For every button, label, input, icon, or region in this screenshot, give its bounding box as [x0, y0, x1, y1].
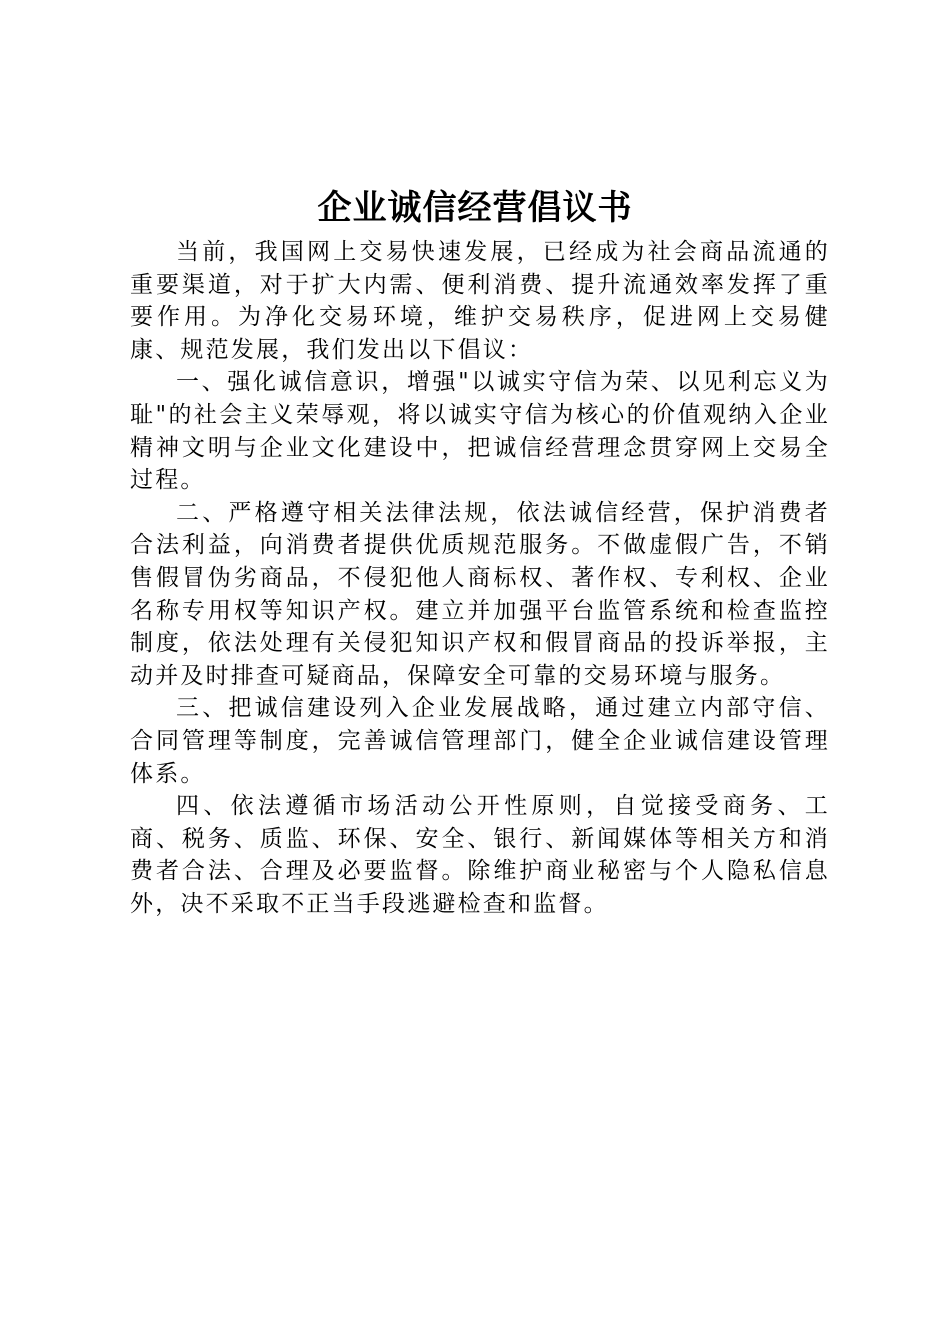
paragraph-item-2: 二、严格遵守相关法律法规，依法诚信经营，保护消费者合法利益，向消费者提供优质规范服务。不做虚假广告，不销售假冒伪劣商品，不侵犯他人商标权、著作权、专利权、企业名称专用权等知识产权。建立并加强平台监管系统和检查监控制度，依法处理有关侵犯知识产权和假冒商品的投诉举报，主动并及时排查可疑商品，保障安全可靠的交易环境与服务。: [130, 499, 830, 689]
paragraph-item-3: 三、把诚信建设列入企业发展战略，通过建立内部守信、合同管理等制度，完善诚信管理部门，健全企业诚信建设管理体系。: [130, 695, 830, 787]
document-body: [130, 236, 830, 920]
document-title: 企业诚信经营倡议书: [317, 188, 633, 228]
paragraph-intro: 当前，我国网上交易快速发展，已经成为社会商品流通的重要渠道，对于扩大内需、便利消费、提升流通效率发挥了重要作用。为净化交易环境，维护交易秩序，促进网上交易健康、规范发展，我们发出以下倡议：: [130, 239, 830, 363]
paragraph-item-1: 一、强化诚信意识，增强"以诚实守信为荣、以见利忘义为耻"的社会主义荣辱观，将以诚实守信为核心的价值观纳入企业精神文明与企业文化建设中，把诚信经营理念贯穿网上交易全过程。: [130, 369, 830, 494]
paragraph-item-4: 四、依法遵循市场活动公开性原则，自觉接受商务、工商、税务、质监、环保、安全、银行、新闻媒体等相关方和消费者合法、合理及必要监督。除维护商业秘密与个人隐私信息外，决不采取不正当手段逃避检查和监督。: [130, 793, 830, 917]
